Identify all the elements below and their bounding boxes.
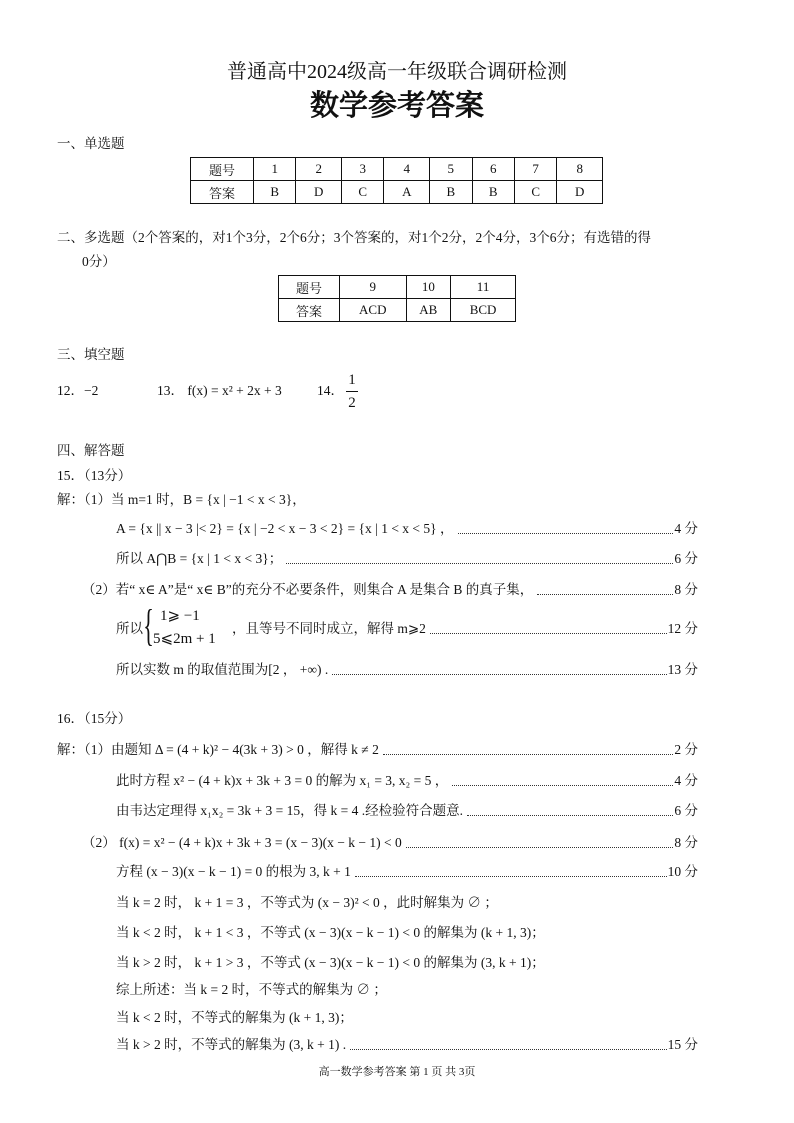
table-cell: 8 — [557, 158, 603, 181]
line-text: （2） f(x) = x² − (4 + k)x + 3k + 3 = (x − 3)(x − k − 1) < 0 — [82, 835, 402, 850]
score: 12 分 — [667, 621, 698, 636]
line-text: （2）若“ x∈ A”是“ x∈ B”的充分不必要条件，则集合 A 是集合 B 的真子集， — [82, 582, 534, 597]
solution-line — [116, 661, 698, 679]
line-text: 当 k > 2 时，不等式的解集为 (3, k + 1) . — [116, 1037, 347, 1052]
solution-line — [232, 620, 698, 638]
solution-line — [57, 741, 698, 759]
table-cell: D — [296, 181, 342, 204]
system-eq-2: 5⩽2m + 1 — [153, 631, 216, 647]
table-cell: 11 — [451, 276, 516, 299]
score: 10 分 — [667, 864, 698, 879]
table-cell: C — [514, 181, 556, 204]
solution-line — [116, 520, 698, 538]
solution-line — [116, 802, 698, 820]
section-heading: 三、填空题 — [57, 347, 125, 362]
table-cell: 2 — [296, 158, 342, 181]
solution-line — [116, 863, 698, 881]
page-footer: 高一数学参考答案 第 1 页 共 3页 — [318, 1066, 476, 1078]
section-heading-cont: 0分） — [82, 254, 116, 269]
line-text: 由韦达定理得 x₁x₂ = 3k + 3 = 15，得 k = 4 .经检验符合题意. — [116, 803, 463, 818]
solution-line: 当 k > 2 时， k + 1 > 3 ，不等式 (x − 3)(x − k − 1) < 0 的解集为 (3, k + 1)； — [116, 955, 545, 970]
table-row — [279, 299, 516, 322]
table-cell: 6 — [472, 158, 514, 181]
score: 6 分 — [674, 551, 698, 566]
table-cell: 答案 — [279, 299, 340, 322]
solution-line: 当 k < 2 时，不等式的解集为 (k + 1, 3)； — [116, 1010, 353, 1025]
solution-line — [116, 772, 698, 790]
section-heading: 一、单选题 — [57, 136, 125, 151]
table-row — [191, 181, 603, 204]
solution-line: 当 k < 2 时， k + 1 < 3 ，不等式 (x − 3)(x − k − 1) < 0 的解集为 (k + 1, 3)； — [116, 925, 545, 940]
table-cell: 答案 — [191, 181, 254, 204]
dot-leader — [430, 633, 667, 634]
score: 4 分 — [674, 521, 698, 536]
brace: { — [143, 601, 154, 650]
fraction-bar — [346, 391, 358, 392]
table-cell: D — [557, 181, 603, 204]
score: 4 分 — [674, 773, 698, 788]
line-text: 所以 — [116, 621, 143, 636]
table-cell: 9 — [340, 276, 407, 299]
table-cell: 7 — [514, 158, 556, 181]
line-text: 方程 (x − 3)(x − k − 1) = 0 的根为 3, k + 1 — [116, 864, 351, 879]
table-cell: BCD — [451, 299, 516, 322]
dot-leader — [350, 1049, 667, 1050]
dot-leader — [286, 563, 673, 564]
solution-line: 解：（1）当 m=1 时，B = {x | −1 < x < 3}， — [57, 492, 306, 507]
line-text: 所以 A⋂B = {x | 1 < x < 3}； — [116, 551, 283, 566]
dot-leader — [452, 785, 673, 786]
table-cell: 5 — [430, 158, 472, 181]
solution-line — [116, 550, 698, 568]
section-heading: 四、解答题 — [57, 443, 125, 458]
fraction-denominator: 2 — [348, 395, 356, 411]
score: 15 分 — [667, 1037, 698, 1052]
section-heading: 二、多选题（2个答案的，对1个3分，2个6分；3个答案的，对1个2分，2个4分，3个6分；有选错的得 — [57, 230, 651, 245]
dot-leader — [355, 876, 667, 877]
system-eq-1: 1⩾ −1 — [160, 608, 200, 624]
score: 2 分 — [674, 742, 698, 757]
table-cell: 3 — [342, 158, 384, 181]
table-cell: 题号 — [191, 158, 254, 181]
dot-leader — [458, 533, 674, 534]
answer-14: 14． — [317, 383, 344, 398]
table-cell: 1 — [254, 158, 296, 181]
dot-leader — [467, 815, 673, 816]
document-title: 数学参考答案 — [309, 88, 484, 122]
line-text: A = {x || x − 3 |< 2} = {x | −2 < x − 3 < 2} = {x | 1 < x < 5} ， — [116, 521, 454, 536]
line-text: 解：（1）由题知 Δ = (4 + k)² − 4(3k + 3) > 0 ，解得 k ≠ 2 — [57, 742, 379, 757]
line-text: 所以实数 m 的取值范围为[2 ， +∞) . — [116, 662, 329, 677]
score: 8 分 — [674, 582, 698, 597]
fraction-numerator: 1 — [348, 372, 356, 388]
dot-leader — [332, 674, 666, 675]
table-cell: AB — [406, 299, 451, 322]
solution-line — [116, 1036, 698, 1054]
answer-13: 13． f(x) = x² + 2x + 3 — [157, 383, 282, 398]
table-cell: A — [384, 181, 430, 204]
dot-leader — [537, 594, 673, 595]
table-cell: B — [430, 181, 472, 204]
score: 13 分 — [667, 662, 698, 677]
line-text: ，且等号不同时成立，解得 m⩾2 — [232, 621, 426, 636]
table-cell: 10 — [406, 276, 451, 299]
score: 6 分 — [674, 803, 698, 818]
exam-title: 普通高中2024级高一年级联合调研检测 — [227, 61, 567, 83]
solution-line: 综上所述：当 k = 2 时，不等式的解集为 ∅ ； — [116, 982, 387, 997]
table-cell: 4 — [384, 158, 430, 181]
table-cell: B — [472, 181, 514, 204]
solution-line: 当 k = 2 时， k + 1 = 3 ，不等式为 (x − 3)² < 0 ，此时解集为 ∅ ； — [116, 895, 498, 910]
answer-12: 12．−2 — [57, 383, 99, 398]
score: 8 分 — [674, 835, 698, 850]
table-row — [279, 276, 516, 299]
answer-table-multi — [278, 275, 516, 322]
question-title: 16．（15分） — [57, 711, 132, 726]
solution-line — [82, 581, 698, 599]
dot-leader — [383, 754, 674, 755]
answer-table-single — [190, 157, 603, 204]
question-title: 15．（13分） — [57, 468, 132, 483]
solution-line — [82, 834, 698, 852]
table-cell: ACD — [340, 299, 407, 322]
line-text: 此时方程 x² − (4 + k)x + 3k + 3 = 0 的解为 x₁ = 3, x₂ = 5 ， — [116, 773, 449, 788]
dot-leader — [406, 847, 674, 848]
table-cell: 题号 — [279, 276, 340, 299]
table-cell: C — [342, 181, 384, 204]
table-row — [191, 158, 603, 181]
table-cell: B — [254, 181, 296, 204]
